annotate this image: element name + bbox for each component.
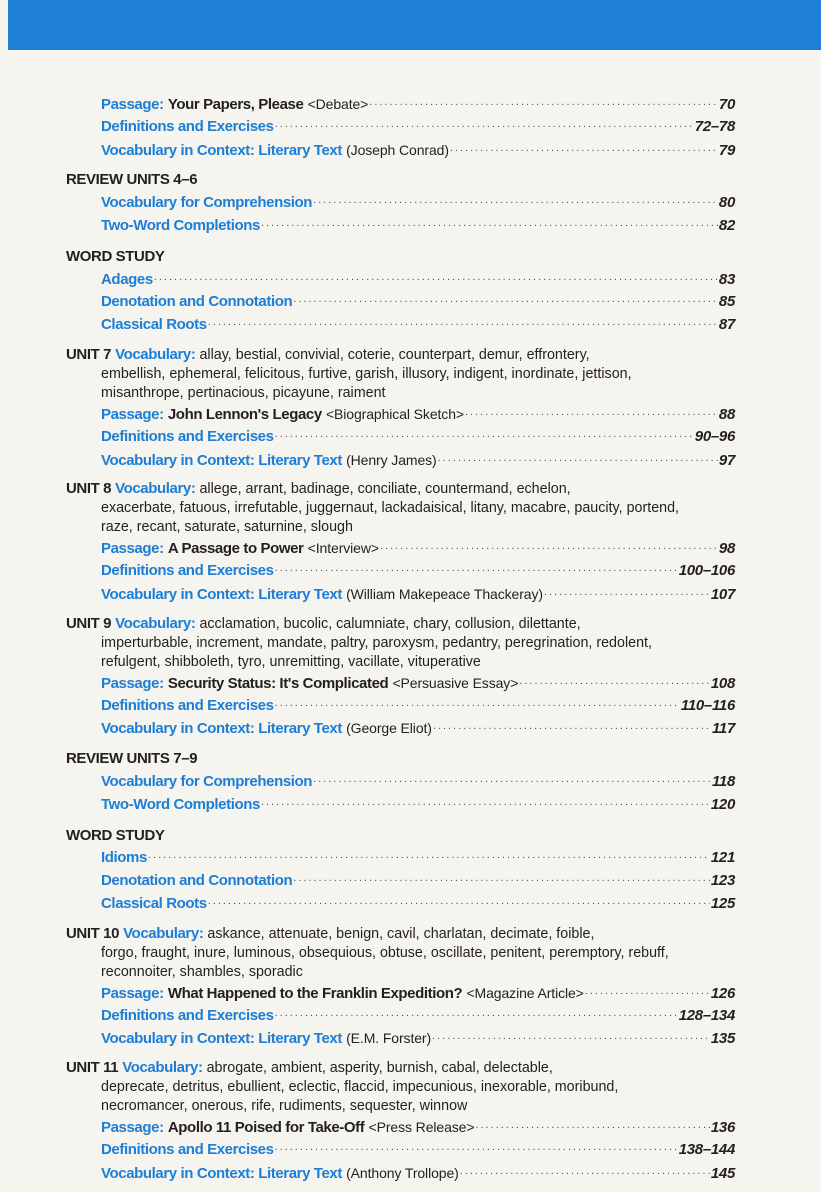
leader-dots (275, 423, 694, 446)
entry-note: (Joseph Conrad) (346, 141, 449, 158)
entry-label: Passage: (101, 674, 164, 692)
entry-note: (Henry James) (346, 451, 437, 468)
entry-label: Definitions and Exercises (101, 1140, 274, 1158)
unit-number: UNIT 9 (66, 614, 112, 632)
entry-note: <Biographical Sketch> (325, 405, 464, 422)
entry-label: Passage: (101, 984, 164, 1002)
unit-vocabulary-line (66, 479, 746, 499)
entry-note: (George Eliot) (346, 720, 432, 737)
leader-dots (432, 1025, 710, 1048)
leader-dots (433, 715, 711, 738)
leader-dots (544, 581, 710, 604)
unit-number: UNIT 8 (66, 480, 112, 498)
toc-entry-definitions[interactable] (101, 560, 735, 583)
leader-dots (261, 791, 710, 814)
vocabulary-label: Vocabulary: (115, 345, 196, 363)
entry-note: <Magazine Article> (466, 984, 584, 1001)
toc-entry[interactable] (101, 794, 735, 817)
toc-entry-literary-text[interactable] (101, 1162, 735, 1185)
page-number: 126 (710, 984, 735, 1002)
toc-entry-literary-text[interactable] (101, 139, 735, 162)
vocabulary-label: Vocabulary: (115, 480, 196, 498)
leader-dots (208, 890, 710, 913)
page-number: 70 (718, 96, 735, 113)
page-number: 123 (710, 872, 735, 890)
leader-dots (380, 535, 718, 558)
page-number: 90–96 (694, 427, 735, 445)
toc-entry[interactable] (101, 893, 735, 916)
entry-label: Definitions and Exercises (101, 427, 274, 445)
vocabulary-words-continued: imperturbable, increment, mandate, paltry, paroxysm, pedantry, peregrination, redolent, refulgent, shibboleth, tyro, unremitting, vacillate, vituperative (101, 634, 652, 670)
leader-dots (519, 670, 710, 693)
entry-label: Definitions and Exercises (101, 696, 274, 714)
page-number: 97 (718, 451, 735, 469)
section-heading-word-study: WORD STUDY (66, 247, 165, 265)
unit-number: UNIT 11 (66, 1059, 119, 1077)
toc-entry-definitions[interactable] (101, 695, 735, 718)
toc-entry-literary-text[interactable] (101, 1027, 735, 1050)
header-bar (8, 0, 821, 50)
leader-dots (475, 1114, 709, 1137)
page-number: 110–116 (680, 696, 735, 714)
entry-label: Definitions and Exercises (101, 117, 274, 135)
leader-dots (275, 692, 680, 715)
page-number: 128–134 (678, 1006, 735, 1024)
toc-entry-definitions[interactable] (101, 426, 735, 449)
unit-vocabulary-line (66, 924, 746, 944)
page-number: 80 (718, 194, 735, 212)
vocabulary-words-continued: forgo, fraught, inure, luminous, obsequious, obtuse, oscillate, penitent, peremptory, rebuff, reconnoiter, shambles, sporadic (101, 944, 669, 980)
entry-label: Definitions and Exercises (101, 1006, 274, 1024)
leader-dots (208, 311, 718, 334)
entry-label: Passage: (101, 405, 164, 423)
leader-dots (275, 1002, 678, 1025)
toc-entry-definitions[interactable] (101, 1005, 735, 1028)
entry-note: <Press Release> (368, 1119, 475, 1136)
vocabulary-words: askance, attenuate, benign, cavil, charlatan, decimate, foible, (207, 925, 595, 942)
vocabulary-words-continued: embellish, ephemeral, felicitous, furtive, garish, illusory, indigent, inordinate, jettison, misanthrope, pertinacious, picayune, raiment (101, 365, 632, 401)
unit-11-block (66, 1058, 746, 1116)
section-heading-review-7-9: REVIEW UNITS 7–9 (66, 750, 198, 768)
toc-entry-literary-text[interactable] (101, 449, 735, 472)
unit-number: UNIT 7 (66, 345, 112, 363)
entry-label: Denotation and Connotation (101, 872, 293, 890)
entry-title: What Happened to the Franklin Expedition? (167, 984, 463, 1002)
leader-dots (460, 1160, 710, 1183)
entry-label: Two-Word Completions (101, 795, 260, 813)
entry-label: Classical Roots (101, 316, 207, 334)
page-number: 120 (710, 795, 735, 813)
entry-note: (Anthony Trollope) (346, 1164, 459, 1181)
entry-label: Definitions and Exercises (101, 562, 274, 580)
entry-label: Two-Word Completions (101, 216, 260, 234)
leader-dots (275, 1136, 678, 1159)
entry-label: Idioms (101, 849, 147, 867)
entry-label: Classical Roots (101, 894, 207, 912)
entry-title: A Passage to Power (167, 540, 304, 558)
toc-entry-definitions[interactable] (101, 1139, 735, 1162)
page-number: 136 (710, 1119, 735, 1137)
entry-label: Vocabulary in Context: Literary Text (101, 720, 342, 738)
page-number: 138–144 (678, 1140, 735, 1158)
entry-label: Adages (101, 270, 153, 288)
entry-note: <Debate> (307, 96, 369, 112)
leader-dots (275, 113, 694, 136)
page-number: 100–106 (678, 562, 735, 580)
leader-dots (275, 557, 678, 580)
leader-dots (293, 867, 710, 890)
entry-label: Vocabulary in Context: Literary Text (101, 585, 342, 603)
page-number: 118 (711, 772, 735, 790)
leader-dots (154, 266, 718, 289)
page-number: 125 (710, 894, 735, 912)
leader-dots (261, 212, 718, 235)
section-heading-word-study: WORD STUDY (66, 826, 165, 844)
page-number: 83 (718, 270, 735, 288)
entry-title: Your Papers, Please (167, 96, 304, 113)
vocabulary-words: abrogate, ambient, asperity, burnish, cabal, delectable, (206, 1060, 553, 1077)
unit-10-block (66, 924, 746, 982)
table-of-contents (0, 93, 821, 1185)
unit-7-block (66, 345, 746, 403)
vocabulary-words: allege, arrant, badinage, conciliate, countermand, echelon, (199, 481, 571, 498)
entry-label: Vocabulary in Context: Literary Text (101, 1164, 342, 1182)
vocabulary-words: acclamation, bucolic, calumniate, chary, collusion, dilettante, (199, 615, 581, 632)
page-number: 72–78 (694, 117, 735, 135)
page-number: 87 (718, 316, 735, 334)
entry-label: Passage: (101, 1119, 164, 1137)
entry-label: Vocabulary in Context: Literary Text (101, 451, 342, 469)
vocabulary-words-continued: deprecate, detritus, ebullient, eclectic, flaccid, impecunious, inexorable, moribund, necromancer, onerous, rife, rudiments, sequester, winnow (101, 1079, 619, 1115)
vocabulary-label: Vocabulary: (123, 924, 204, 942)
entry-title: John Lennon's Legacy (167, 405, 322, 423)
entry-label: Vocabulary in Context: Literary Text (101, 1030, 342, 1048)
unit-vocabulary-line (66, 1058, 746, 1078)
vocabulary-words-continued: exacerbate, fatuous, irrefutable, juggernaut, lackadaisical, litany, macabre, paucity, portend, raze, recant, saturate, saturnine, slough (101, 500, 680, 536)
toc-entry-definitions[interactable] (101, 116, 735, 139)
leader-dots (313, 768, 711, 791)
page-number: 98 (718, 540, 735, 558)
page-number: 121 (710, 849, 735, 867)
page-number: 108 (710, 674, 735, 692)
entry-note: <Persuasive Essay> (392, 674, 519, 691)
page-number: 82 (718, 216, 735, 234)
entry-label: Vocabulary in Context: Literary Text (101, 141, 342, 159)
unit-9-block (66, 614, 746, 672)
toc-entry[interactable] (101, 215, 735, 238)
page-number: 85 (718, 293, 735, 311)
leader-dots (369, 91, 718, 114)
page-number: 107 (710, 585, 735, 603)
entry-label: Denotation and Connotation (101, 293, 293, 311)
unit-vocabulary-line (66, 614, 746, 634)
unit-vocabulary-line (66, 345, 746, 365)
vocabulary-words: allay, bestial, convivial, coterie, counterpart, demur, effrontery, (199, 346, 590, 363)
page-number: 145 (710, 1164, 735, 1182)
entry-note: (E.M. Forster) (346, 1030, 432, 1047)
leader-dots (465, 401, 718, 424)
leader-dots (450, 137, 718, 160)
page-number: 117 (711, 720, 735, 738)
entry-title: Apollo 11 Poised for Take-Off (167, 1119, 365, 1137)
toc-entry-literary-text[interactable] (101, 717, 735, 740)
leader-dots (293, 288, 718, 311)
toc-entry-literary-text[interactable] (101, 583, 735, 606)
vocabulary-label: Vocabulary: (115, 614, 196, 632)
page-number: 135 (710, 1030, 735, 1048)
entry-title: Security Status: It's Complicated (167, 674, 389, 692)
entry-label: Vocabulary for Comprehension (101, 772, 313, 790)
entry-note: (William Makepeace Thackeray) (346, 585, 543, 602)
vocabulary-label: Vocabulary: (122, 1059, 203, 1077)
unit-number: UNIT 10 (66, 924, 120, 942)
entry-label: Passage: (101, 96, 164, 113)
leader-dots (148, 844, 710, 867)
leader-dots (585, 980, 710, 1003)
unit-8-block (66, 479, 746, 537)
entry-note: <Interview> (307, 540, 379, 557)
toc-entry[interactable] (101, 314, 735, 337)
section-heading-review-4-6: REVIEW UNITS 4–6 (66, 171, 198, 189)
entry-label: Passage: (101, 540, 164, 558)
entry-label: Vocabulary for Comprehension (101, 194, 313, 212)
leader-dots (313, 189, 718, 212)
page-number: 79 (718, 141, 735, 159)
leader-dots (438, 447, 718, 470)
top-entries (0, 93, 821, 161)
page-number: 88 (718, 405, 735, 423)
